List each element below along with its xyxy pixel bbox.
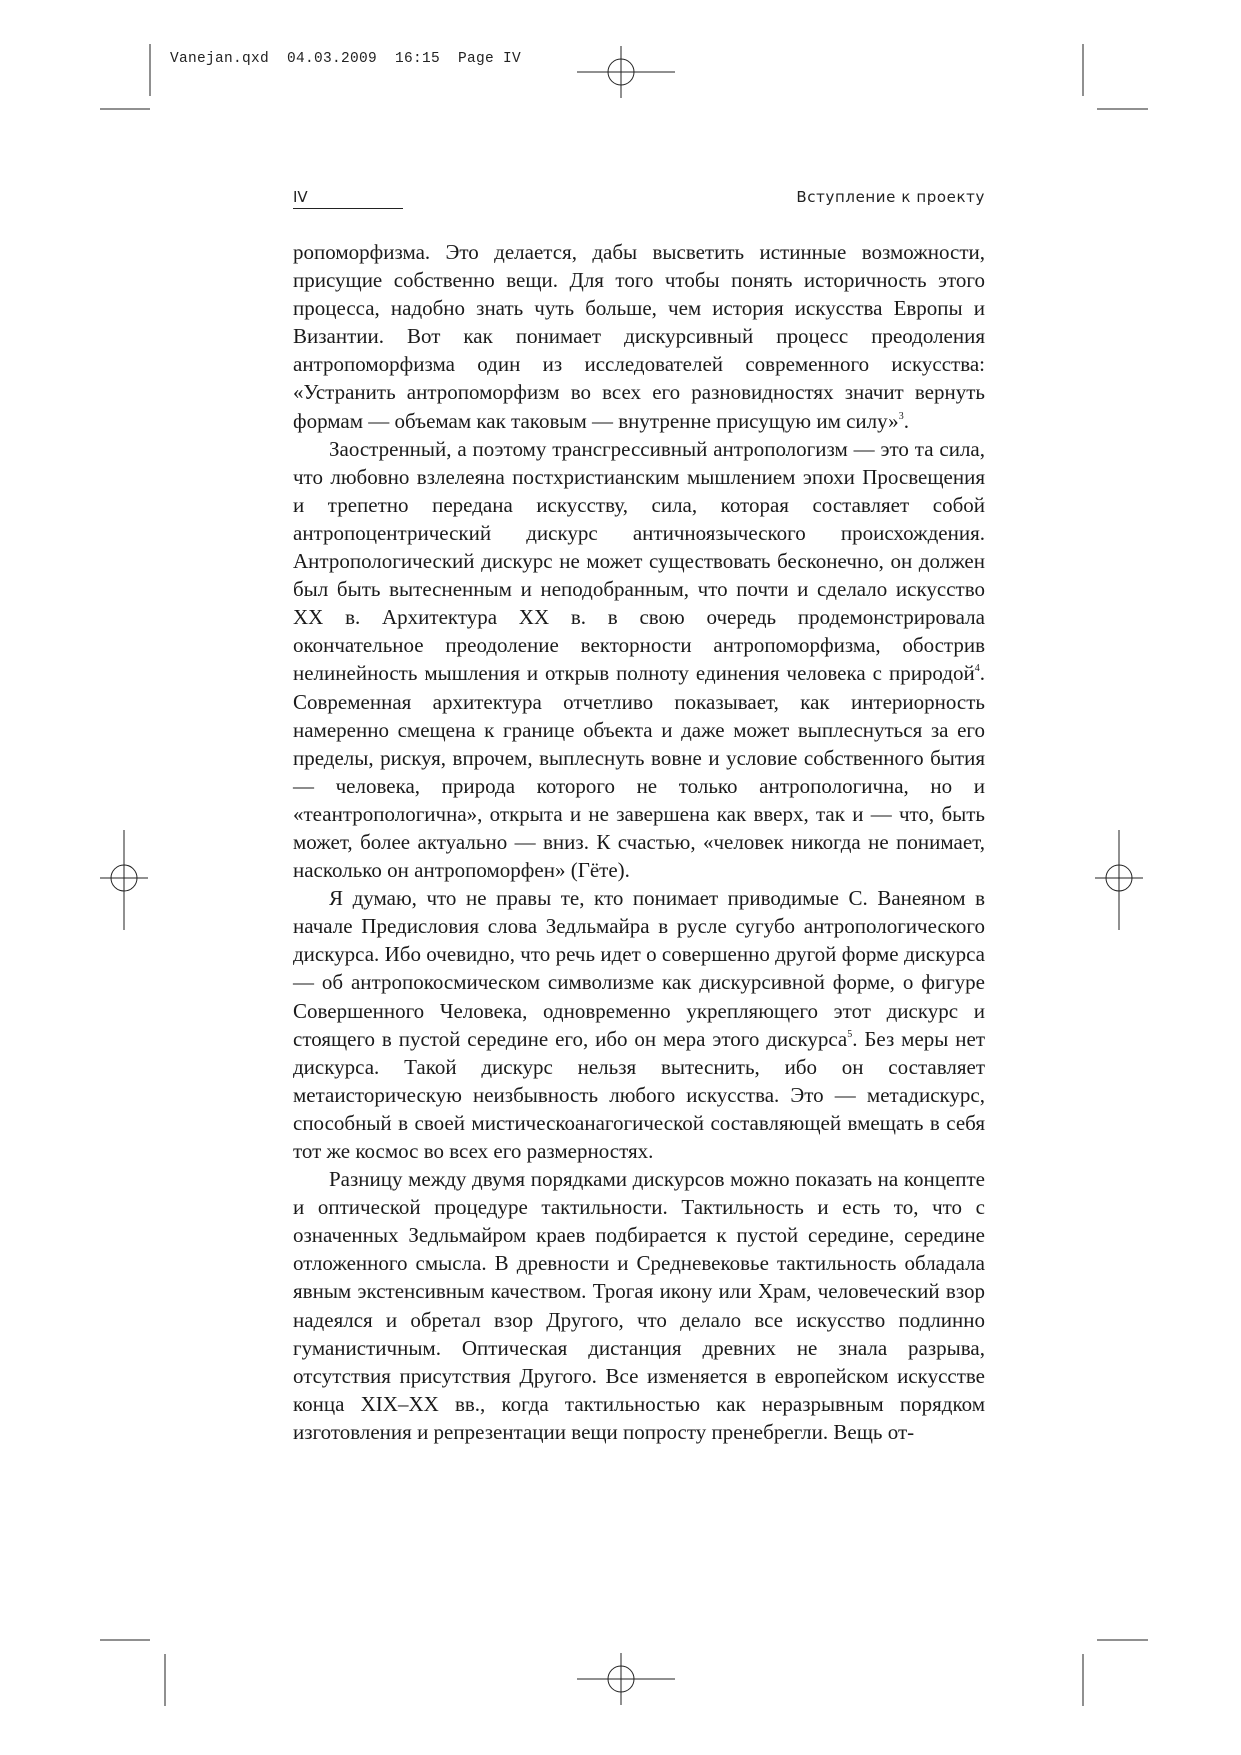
body-text (293, 238, 985, 1446)
footnote-ref-3: 3 (898, 410, 904, 422)
printer-slug: Vanejan.qxd 04.03.2009 16:15 Page IV (170, 51, 522, 67)
registration-mark-left (100, 830, 148, 930)
paragraph-1-tail: . (903, 408, 909, 433)
paragraph-3 (293, 884, 985, 1165)
paragraph-2-text-a: Заостренный, а поэтому трансгрессивный антропологизм — это та сила, что любовно взлелеяна постхристианским мышлением эпохи Просвещения и трепетно передана искусству, сила, которая составляет собой антропоцентрический дискурс античноязыческого происхождения. Антропологический дискурс не может существовать бесконечно, он должен был быть вытесненным и неподобранным, что почти и сделало искусство ХХ в. Архитектура ХХ в. в свою очередь продемонстрировала окончательное преодоление векторности антропоморфизма, обострив нелинейность мышления и открыв полноту единения человека с природой (293, 436, 985, 686)
registration-mark-bottom (577, 1653, 675, 1705)
paragraph-1 (293, 238, 985, 435)
running-head-title: Вступление к проекту (796, 188, 985, 206)
paragraph-2-text-b: . Современная архитектура отчетливо показывает, как интериорность намеренно смещена к границе объекта и даже может выплеснуться за его пределы, рискуя, впрочем, выплеснуть вовне и условие собственного бытия — человека, природа которого не только антропологична, но и «теантропологична», открыта и не завершена как вверх, так и — что, быть может, более актуально — вниз. К счастью, «человек никогда не понимает, насколько он антропоморфен» (Гёте). (293, 661, 985, 883)
folio-rule (293, 208, 403, 209)
paragraph-1-text: ропоморфизма. Это делается, дабы высветить истинные возможности, присущие собственно вещи. Для того чтобы понять историчность этого процесса, надобно знать чуть больше, чем история искусства Европы и Византии. Вот как понимает дискурсивный процесс преодоления антропоморфизма один из исследователей современного искусства: «Устранить антропоморфизм во всех его разновидностях значит вернуть формам — объемам как таковым — внутренне присущую им силу» (293, 240, 985, 433)
registration-mark-right (1095, 830, 1143, 930)
page-folio: IV (293, 188, 308, 206)
paragraph-4-text: Разницу между двумя порядками дискурсов можно показать на концепте и оптической процедуре тактильности. Тактильность и есть то, что с означенных Зедльмайром краев подбирается к пустой середине, середине отложенного смысла. В древности и Средневековье тактильность обладала явным экстенсивным качеством. Трогая икону или Храм, человеческий взор надеялся и обретал взор Другого, что делало все искусство подлинно гуманистичным. Оптическая дистанция древних не знала разрыва, отсутствия присутствия Другого. Все изменяется в европейском искусстве конца XIX–XX вв., когда тактильностью как неразрывным порядком изготовления и репрезентации вещи попросту пренебрегли. Вещь от- (293, 1167, 985, 1444)
footnote-ref-5: 5 (847, 1028, 853, 1040)
registration-mark-top (577, 46, 675, 98)
footnote-ref-4: 4 (974, 663, 980, 675)
paragraph-3-text-a: Я думаю, что не правы те, кто понимает приводимые С. Ванеяном в начале Предисловия слова Зедльмайра в русле сугубо антропологического дискурса. Ибо очевидно, что речь идет о совершенно другой форме дискурса — об антропокосмическом символизме как дискурсивной форме, о фигуре Совершенного Человека, одновременно укрепляющего этот дискурс и стоящего в пустой середине его, ибо он мера этого дискурса (293, 886, 985, 1051)
paragraph-2 (293, 435, 985, 885)
paragraph-3-text-b: . Без меры нет дискурса. Такой дискурс нельзя вытеснить, ибо он составляет метаисторическую неизбывность любого искусства. Это — метадискурс, способный в своей мистическоанагогической составляющей вмещать в себя тот же космос во всех его размерностях. (293, 1026, 985, 1163)
paragraph-4 (293, 1165, 985, 1446)
